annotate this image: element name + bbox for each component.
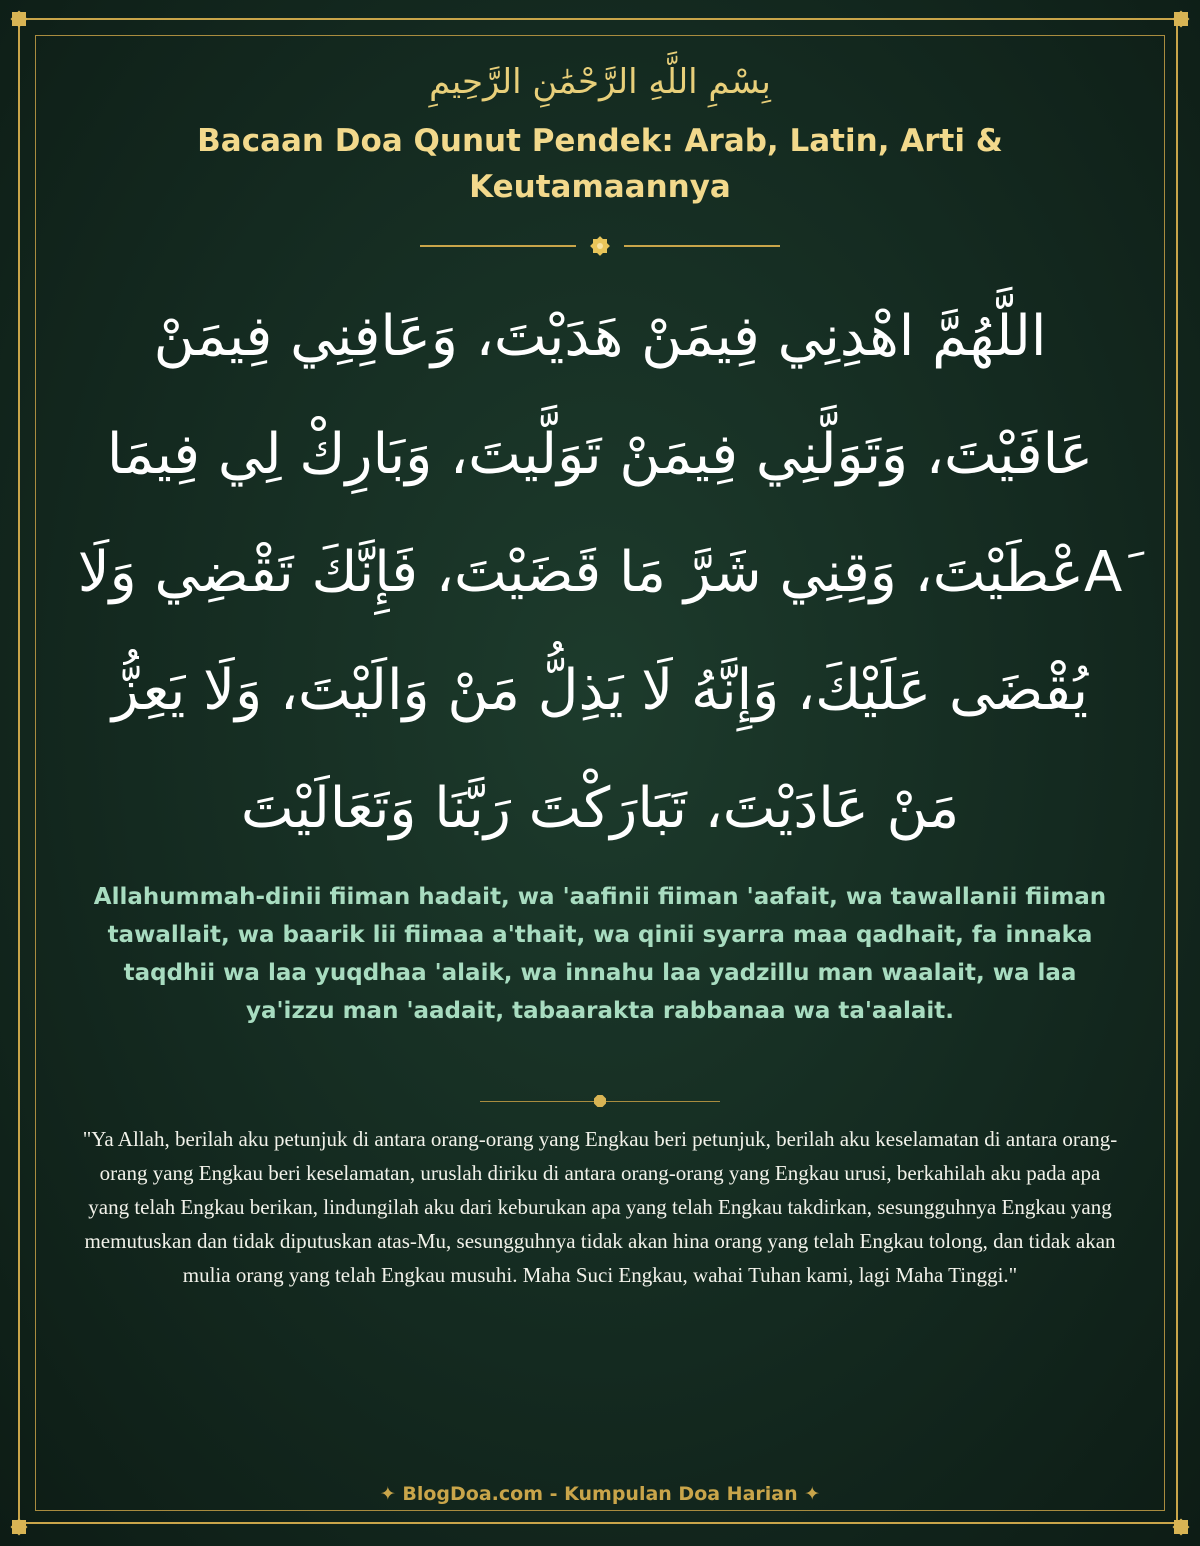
arabic-prayer-text: اللَّهُمَّ اهْدِنِي فِيمَنْ هَدَيْتَ، وَعَافِنِي فِيمَنْ عَافَيْتَ، وَتَوَلَّنِي فِيمَنْ تَوَلَّيتَ، وَبَارِكْ لِي فِيمَا Aَعْطَيْتَ، وَقِنِي شَرَّ مَا قَضَيْتَ، فَإِنَّكَ تَقْضِي وَلَا يُقْضَى عَلَيْكَ، وَإِنَّهُ لَا يَذِلُّ مَنْ وَالَيْتَ، وَلَا يَعِزُّ مَنْ عَادَيْتَ، تَبَارَكْتَ رَبَّنَا وَتَعَالَيْتَ	[77, 304, 1123, 841]
latin-transliteration: Allahummah-dinii fiiman hadait, wa 'aafinii fiiman 'aafait, wa tawallanii fiiman tawallait, wa baarik lii fiimaa a'thait, wa qinii syarra maa qadhait, fa innaka taqdhii wa laa yuqdhaa 'alaik, wa innahu laa yadzillu man waalait, wa laa ya'izzu man 'aadait, tabaarakta rabbanaa wa ta'aalait.	[93, 884, 1107, 1024]
ornament-divider-top	[420, 233, 780, 259]
sparkle-icon: ✦	[379, 1483, 396, 1505]
indonesian-meaning: "Ya Allah, berilah aku petunjuk di antara orang-orang yang Engkau beri petunjuk, berilah aku keselamatan di antara orang-orang yang Engkau beri keselamatan, uruslah diriku di antara orang-orang yang Engkau urusi, berkahilah aku pada apa yang telah Engkau berikan, lindungilah aku dari keburukan apa yang telah Engkau takdirkan, sesungguhnya Engkau yang memutuskan dan tidak diputuskan atas-Mu, sesungguhnya tidak akan hina orang yang telah Engkau tolong, dan tidak akan mulia orang yang telah Engkau musuhi. Maha Suci Engkau, wahai Tuhan kami, lagi Maha Tinggi."	[82, 1127, 1118, 1287]
footer-credit	[0, 1480, 1200, 1508]
divider-line-right	[624, 245, 780, 247]
sparkle-icon: ✦	[804, 1483, 821, 1505]
octagon-dot-icon	[594, 1095, 606, 1107]
footer-text: BlogDoa.com - Kumpulan Doa Harian	[402, 1483, 798, 1505]
page-title: Bacaan Doa Qunut Pendek: Arab, Latin, Arti & Keutamaannya	[197, 123, 1003, 205]
eight-point-star-icon	[589, 235, 611, 257]
divider-line-left	[420, 245, 576, 247]
ornament-divider-middle	[480, 1092, 720, 1112]
basmalah: بِسْمِ اللَّهِ الرَّحْمَٰنِ الرَّحِيمِ	[429, 62, 771, 102]
